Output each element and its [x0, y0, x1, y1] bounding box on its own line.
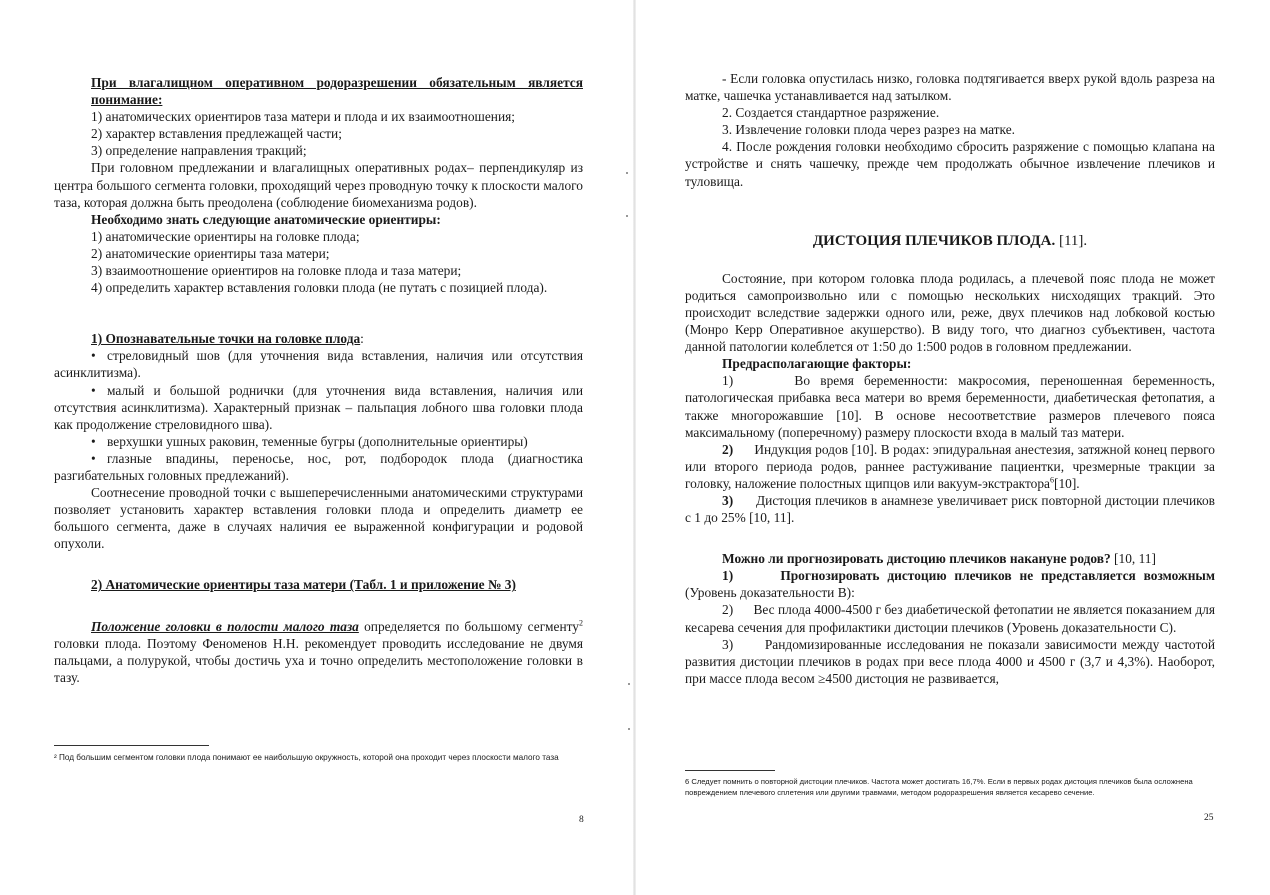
right-page-body: [685, 70, 1215, 687]
intro-item-2: 2) характер вставления предлежащей части;: [91, 126, 342, 142]
correlation-paragraph: Соотнесение проводной точки с вышеперечисленными анатомическими структурами позволяет установить характер вставления головки плода и определить диаметр ее большого сегмента, даже в случаях наличия ее выраженной конфигурации и родовой опухоли.: [54, 485, 583, 552]
question-heading: Можно ли прогнозировать дистоцию плечиков накануне родов? [10, 11]: [722, 551, 1156, 567]
bullet-item-2: • малый и большой роднички (для уточнения вида вставления, наличия или отсутствия асинклитизма). Характерный признак – пальпация лобного шва головки плода как продолжение стреловидного шва).: [54, 382, 583, 433]
right-footnote: 6 Следует помнить о повторной дистоции плечиков. Частота может достигать 16,7%. Если в первых родах дистоция плечиков была осложнена повреждением плечевого сплетения или другими травмами, методом родоразрешения является кесарево сечение.: [685, 777, 1193, 797]
footnote-rule: [685, 770, 775, 771]
section1-title: 1) Опознавательные точки на головке плода: [91, 331, 361, 347]
answer-3: 3) Рандомизированные исследования не показали зависимости между частотой развития дистоции плечиков в родах при весе плода 4000 и 4500 г (3,7 и 4,3%). Наоборот, при массе плода весом ≥4500 дистоция не развивается,: [685, 636, 1215, 686]
section2-heading: 2) Анатомические ориентиры таза матери (Табл. 1 и приложение № 3): [91, 577, 516, 593]
scan-speck: [626, 172, 628, 174]
intro-item-1: 1) анатомических ориентиров таза матери и плода и их взаимоотношения;: [91, 109, 515, 125]
intro-item-3: 3) определение направления тракций;: [91, 143, 307, 159]
perpendicular-paragraph: При головном предлежании и влагалищных оперативных родах– перпендикуляр из центра большого сегмента головки, проходящий через проводную точку к плоскости малого таза, которая должна быть преодолена (соблюдение биомеханизма родов).: [54, 160, 583, 210]
bullet-item-3: • верхушки ушных раковин, теменные бугры (дополнительные ориентиры): [54, 433, 583, 450]
landmark-item-2: 2) анатомические ориентиры таза матери;: [91, 245, 330, 261]
scan-speck: [628, 683, 630, 685]
landmark-item-3: 3) взаимоотношение ориентиров на головке плода и таза матери;: [91, 263, 462, 279]
landmark-item-4: 4) определить характер вставления головки плода (не путать с позицией плода).: [91, 280, 548, 296]
step-2: 2. Создается стандартное разряжение.: [722, 105, 940, 121]
step-4: 4. После рождения головки необходимо сбросить разряжение с помощью клапана на устройстве и снять чашечку, прежде чем продолжать обычное извлечение плечиков и туловища.: [685, 139, 1215, 189]
page-number: 25: [1204, 813, 1214, 823]
left-page: [0, 0, 634, 895]
landmarks-heading: Необходимо знать следующие анатомические ориентиры:: [91, 211, 441, 227]
factors-heading: Предрасполагающие факторы:: [722, 356, 912, 372]
landmark-item-1: 1) анатомические ориентиры на головке плода;: [91, 228, 360, 244]
footnote-ref-2: 2: [578, 618, 583, 628]
intro-heading: При влагалищном оперативном родоразрешении обязательным является понимание:: [91, 75, 583, 108]
bullet-item-1: • стреловидный шов (для уточнения вида вставления, наличия или отсутствия асинклитизма).: [54, 347, 583, 381]
head-position-lead: Положение головки в полости малого таза: [91, 618, 359, 634]
left-page-body: [54, 74, 583, 686]
factor-2: 2) Индукция родов [10]. В родах: эпидуральная анестезия, затяжной конец первого или второго периода родов, раннее растуживание пациентки, чрезмерные тракции за головку, наложение полостных щипцов или вакуум-экстрактора$^6$[10].: [685, 441, 1216, 491]
factor-1: 1) Во время беременности: макросомия, переношенная беременность, патологическая прибавка веса матери во время беременности, диабетическая фетопатия, а также многорожавшие [10]. В основе несоответствие размеров плечевого пояса максимальному (поперечному) размеру плоскости входа в малый таз матери.: [685, 373, 1215, 440]
raise-head-paragraph: - Если головка опустилась низко, головка подтягивается вверх рукой вдоль разреза на матке, чашечка устанавливается над затылком.: [685, 71, 1215, 104]
section-title: ДИСТОЦИЯ ПЛЕЧИКОВ ПЛОДА. [11].: [812, 232, 1088, 249]
right-page: [636, 0, 1270, 895]
factor-3: 3) Дистоция плечиков в анамнезе увеличивает риск повторной дистоции плечиков с 1 до 25% [10, 11].: [685, 492, 1215, 526]
step-3: 3. Извлечение головки плода через разрез на матке.: [722, 122, 1015, 138]
scan-speck: [628, 728, 630, 730]
left-footnote: ² Под большим сегментом головки плода понимают ее наибольшую окружность, которой она проходит через плоскости малого таза: [54, 753, 559, 762]
page-number: 8: [579, 815, 584, 825]
answer-2: 2) Вес плода 4000-4500 г без диабетической фетопатии не является показанием для кесарева сечения для профилактики дистоции плечиков (Уровень доказательности С).: [685, 602, 1215, 635]
section1-heading: 1) Опознавательные точки на головке плода:: [91, 331, 364, 347]
answer-1: 1) Прогнозировать дистоцию плечиков не представляется возможным (Уровень доказательности В):: [685, 568, 1215, 601]
footnote-rule: [54, 745, 209, 746]
bullet-item-4: • глазные впадины, переносье, нос, рот, подбородок плода (диагностика разгибательных головных предлежаний).: [54, 450, 583, 484]
footnote-ref-6: 6: [1050, 475, 1054, 485]
definition-paragraph: Состояние, при котором головка плода родилась, а плечевой пояс плода не может родиться самопроизвольно или с помощью нескольких нисходящих тракций. Это происходит вследствие задержки одного или, реже, двух плечиков над лобковой костью (Монро Керр Оперативное акушерство). В виду того, что диагноз субъективен, частота данной патологии колеблется от 1:50 до 1:500 родов в головном предлежании.: [685, 270, 1215, 355]
head-position-paragraph: Положение головки в полости малого таза определяется по большому сегменту$^2$ головки плода. Поэтому Феноменов Н.Н. рекомендует проводить исследование не двумя пальцами, а полурукой, чтобы достичь уха и точно определить местоположение головки в тазу.: [54, 618, 583, 685]
scan-speck: [626, 215, 628, 217]
